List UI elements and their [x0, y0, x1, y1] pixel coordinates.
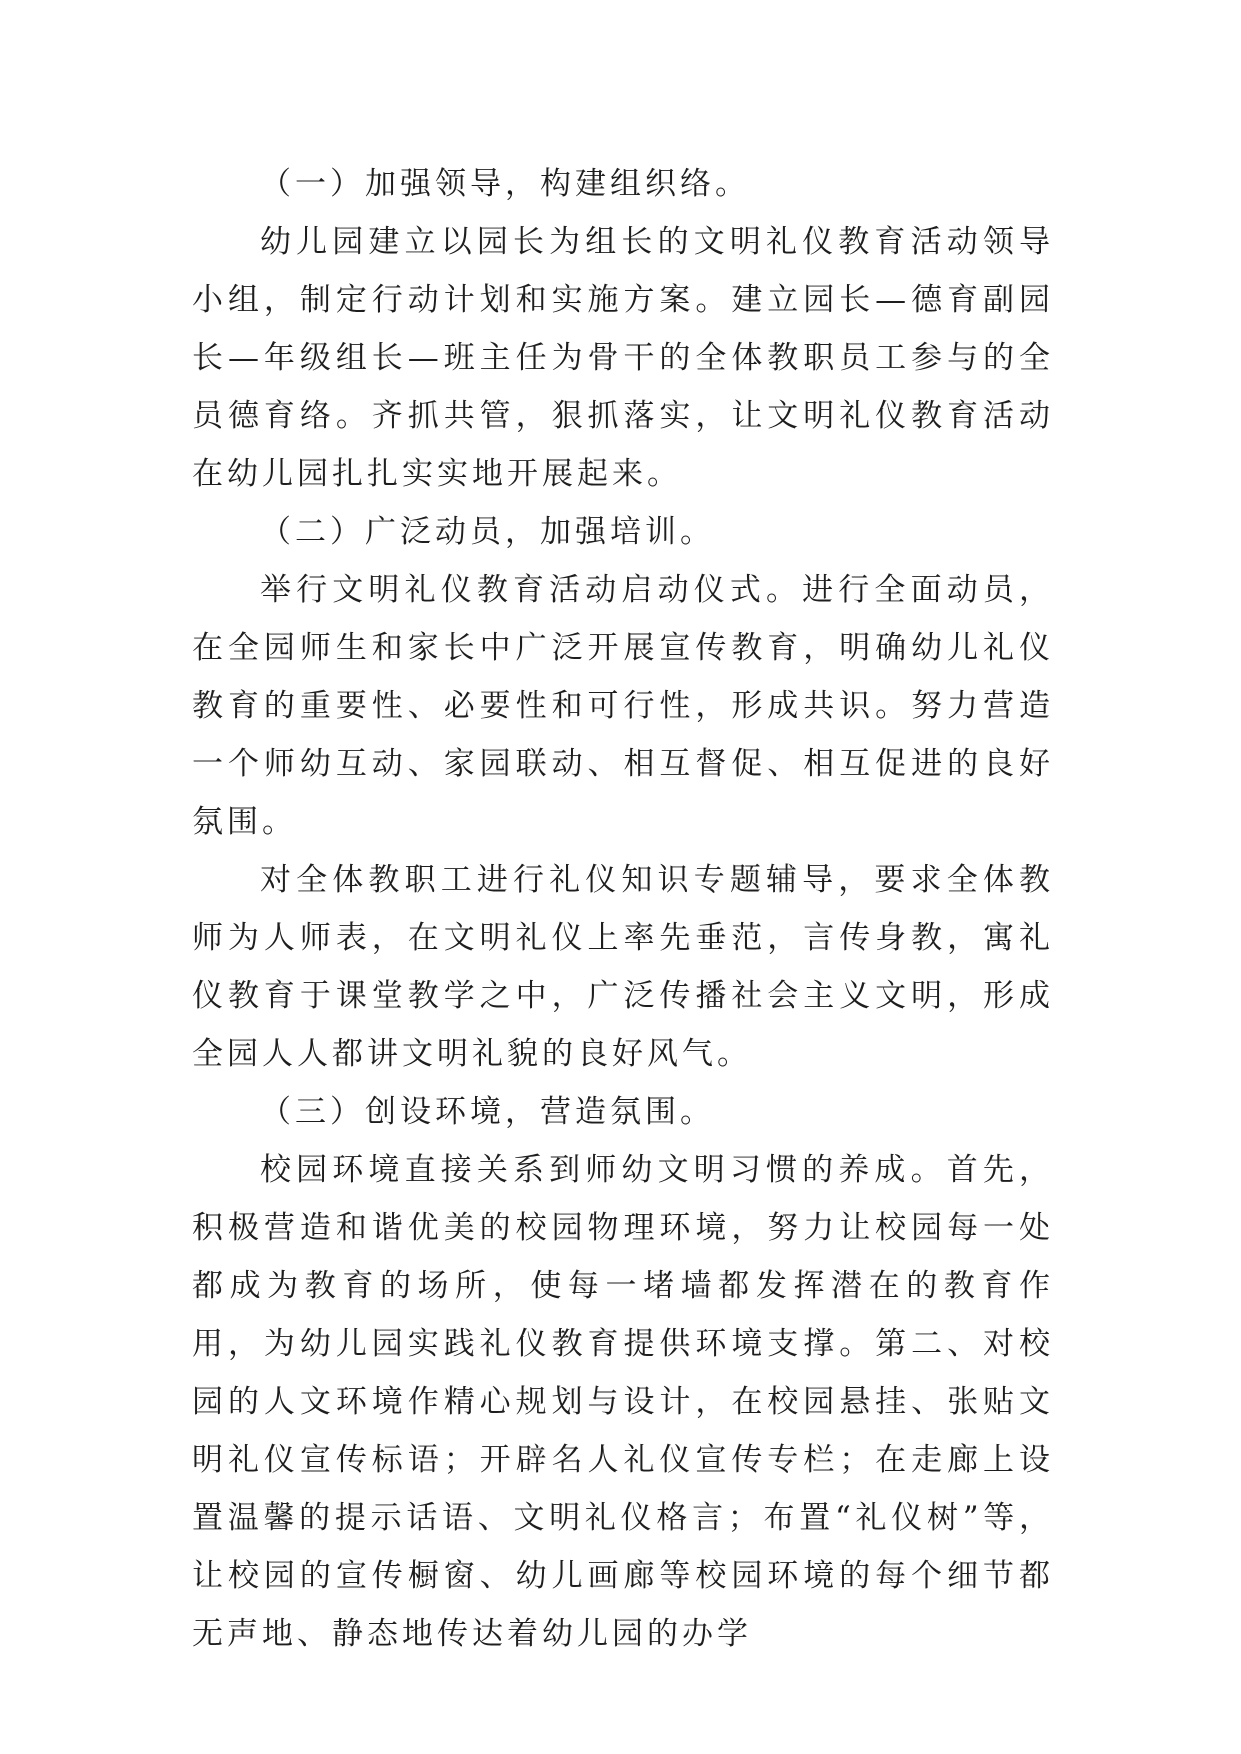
section-heading-3: （三）创设环境，营造氛围。: [260, 1094, 715, 1130]
paragraph-3: 对全体教职工进行礼仪知识专题辅导，要求全体教师为人师表，在文明礼仪上率先垂范，言传身教，寓礼仪教育于课堂教学之中，广泛传播社会主义文明，形成全园人人都讲文明礼貌的良好风气。: [192, 862, 1054, 1072]
document-body: [192, 155, 1054, 1663]
paragraph-2: 举行文明礼仪教育活动启动仪式。进行全面动员，在全园师生和家长中广泛开展宣传教育，明确幼儿礼仪教育的重要性、必要性和可行性，形成共识。努力营造一个师幼互动、家园联动、相互督促、相互促进的良好氛围。: [192, 572, 1054, 840]
section-heading-2: （二）广泛动员，加强培训。: [260, 514, 715, 550]
paragraph-4: 校园环境直接关系到师幼文明习惯的养成。首先，积极营造和谐优美的校园物理环境，努力让校园每一处都成为教育的场所，使每一堵墙都发挥潜在的教育作用，为幼儿园实践礼仪教育提供环境支撑。第二、对校园的人文环境作精心规划与设计，在校园悬挂、张贴文明礼仪宣传标语；开辟名人礼仪宣传专栏；在走廊上设置温馨的提示话语、文明礼仪格言；布置“礼仪树”等，让校园的宣传橱窗、幼儿画廊等校园环境的每个细节都无声地、静态地传达着幼儿园的办学: [192, 1152, 1054, 1652]
paragraph-1: 幼儿园建立以园长为组长的文明礼仪教育活动领导小组，制定行动计划和实施方案。建立园长—德育副园长—年级组长—班主任为骨干的全体教职员工参与的全员德育络。齐抓共管，狠抓落实，让文明礼仪教育活动在幼儿园扎扎实实地开展起来。: [192, 224, 1054, 492]
section-heading-1: （一）加强领导，构建组织络。: [260, 166, 750, 202]
